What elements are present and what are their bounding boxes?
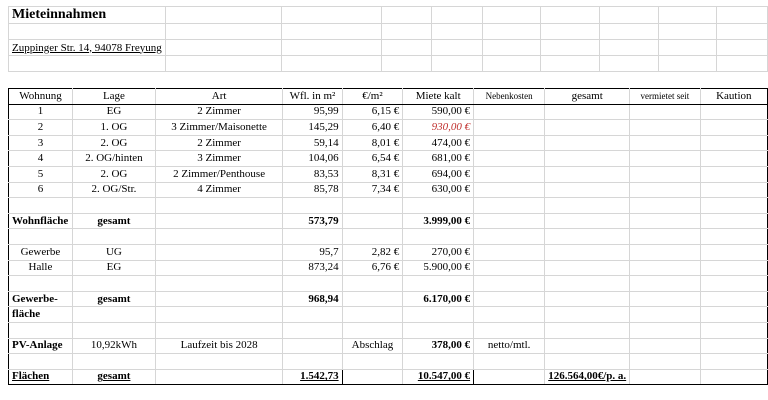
cell: Laufzeit bis 2028 — [155, 338, 282, 354]
cell: gesamt — [72, 213, 155, 229]
col-header: vermietet seit — [630, 89, 700, 105]
cell: UG — [72, 244, 155, 260]
col-header: gesamt — [545, 89, 630, 105]
cell: 1. OG — [72, 120, 155, 136]
col-header: Kaution — [700, 89, 767, 105]
cell: 873,24 — [283, 260, 342, 276]
cell: 270,00 € — [403, 244, 474, 260]
cell: EG — [72, 260, 155, 276]
cell: 7,34 € — [342, 182, 403, 198]
cell: 5.900,00 € — [403, 260, 474, 276]
col-header: Miete kalt — [403, 89, 474, 105]
cell: 3.999,00 € — [403, 213, 474, 229]
table-row — [9, 182, 768, 198]
cell: gesamt — [72, 369, 155, 385]
cell: 3 — [9, 135, 73, 151]
header-block — [8, 6, 768, 72]
table-row — [9, 166, 768, 182]
cell: 126.564,00€/p. a. — [545, 369, 630, 385]
cell: 6,40 € — [342, 120, 403, 136]
cell: 1.542,73 — [283, 369, 342, 385]
cell: 8,31 € — [342, 166, 403, 182]
cell: 4 — [9, 151, 73, 167]
cell: 3 Zimmer — [155, 151, 282, 167]
cell: 2 Zimmer/Penthouse — [155, 166, 282, 182]
col-header: Wohnung — [9, 89, 73, 105]
cell: 573,79 — [283, 213, 342, 229]
cell: 6 — [9, 182, 73, 198]
rent-table — [8, 88, 768, 385]
table-row — [9, 120, 768, 136]
table-row — [9, 307, 768, 323]
table-row — [9, 151, 768, 167]
table-row-total — [9, 213, 768, 229]
cell: 590,00 € — [403, 104, 474, 120]
col-header: Lage — [72, 89, 155, 105]
cell: 378,00 € — [403, 338, 474, 354]
cell: 85,78 — [283, 182, 342, 198]
cell: 6.170,00 € — [403, 291, 474, 307]
cell: 10,92kWh — [72, 338, 155, 354]
cell: 2. OG — [72, 135, 155, 151]
cell: 2. OG — [72, 166, 155, 182]
cell: 5 — [9, 166, 73, 182]
cell-highlighted: 930,00 € — [403, 120, 474, 136]
cell: 968,94 — [283, 291, 342, 307]
col-header: Wfl. in m² — [283, 89, 342, 105]
table-row — [9, 244, 768, 260]
cell: 2 Zimmer — [155, 104, 282, 120]
cell: 2. OG/Str. — [72, 182, 155, 198]
cell: Gewerbe — [9, 244, 73, 260]
table-row-total — [9, 291, 768, 307]
cell: 630,00 € — [403, 182, 474, 198]
cell: 681,00 € — [403, 151, 474, 167]
table-row — [9, 260, 768, 276]
col-header: Art — [155, 89, 282, 105]
cell: EG — [72, 104, 155, 120]
address: Zuppinger Str. 14, 94078 Freyung — [9, 40, 166, 56]
row-label: Flächen — [9, 369, 73, 385]
col-header: €/m² — [342, 89, 403, 105]
cell: 83,53 — [283, 166, 342, 182]
cell: 2,82 € — [342, 244, 403, 260]
table-row — [9, 135, 768, 151]
cell: Halle — [9, 260, 73, 276]
cell: 2. OG/hinten — [72, 151, 155, 167]
cell: 95,99 — [283, 104, 342, 120]
table-header — [9, 89, 768, 105]
cell: 104,06 — [283, 151, 342, 167]
row-label: Wohnfläche — [9, 213, 73, 229]
page-title: Mieteinnahmen — [9, 7, 166, 24]
cell: 10.547,00 € — [403, 369, 474, 385]
cell: 694,00 € — [403, 166, 474, 182]
cell: 6,15 € — [342, 104, 403, 120]
row-label: fläche — [9, 307, 73, 323]
table-row — [9, 104, 768, 120]
cell: 8,01 € — [342, 135, 403, 151]
cell: gesamt — [72, 291, 155, 307]
cell: 4 Zimmer — [155, 182, 282, 198]
cell: 6,76 € — [342, 260, 403, 276]
cell: 2 Zimmer — [155, 135, 282, 151]
cell: Abschlag — [342, 338, 403, 354]
cell: 1 — [9, 104, 73, 120]
table-row-grand-total — [9, 369, 768, 385]
col-header: Nebenkosten — [474, 89, 545, 105]
cell: 3 Zimmer/Maisonette — [155, 120, 282, 136]
cell: 59,14 — [283, 135, 342, 151]
cell: netto/mtl. — [474, 338, 545, 354]
cell: 474,00 € — [403, 135, 474, 151]
row-label: PV-Anlage — [9, 338, 73, 354]
cell: 6,54 € — [342, 151, 403, 167]
table-row-pv — [9, 338, 768, 354]
cell: 95,7 — [283, 244, 342, 260]
cell: 145,29 — [283, 120, 342, 136]
cell: 2 — [9, 120, 73, 136]
row-label: Gewerbe- — [9, 291, 73, 307]
